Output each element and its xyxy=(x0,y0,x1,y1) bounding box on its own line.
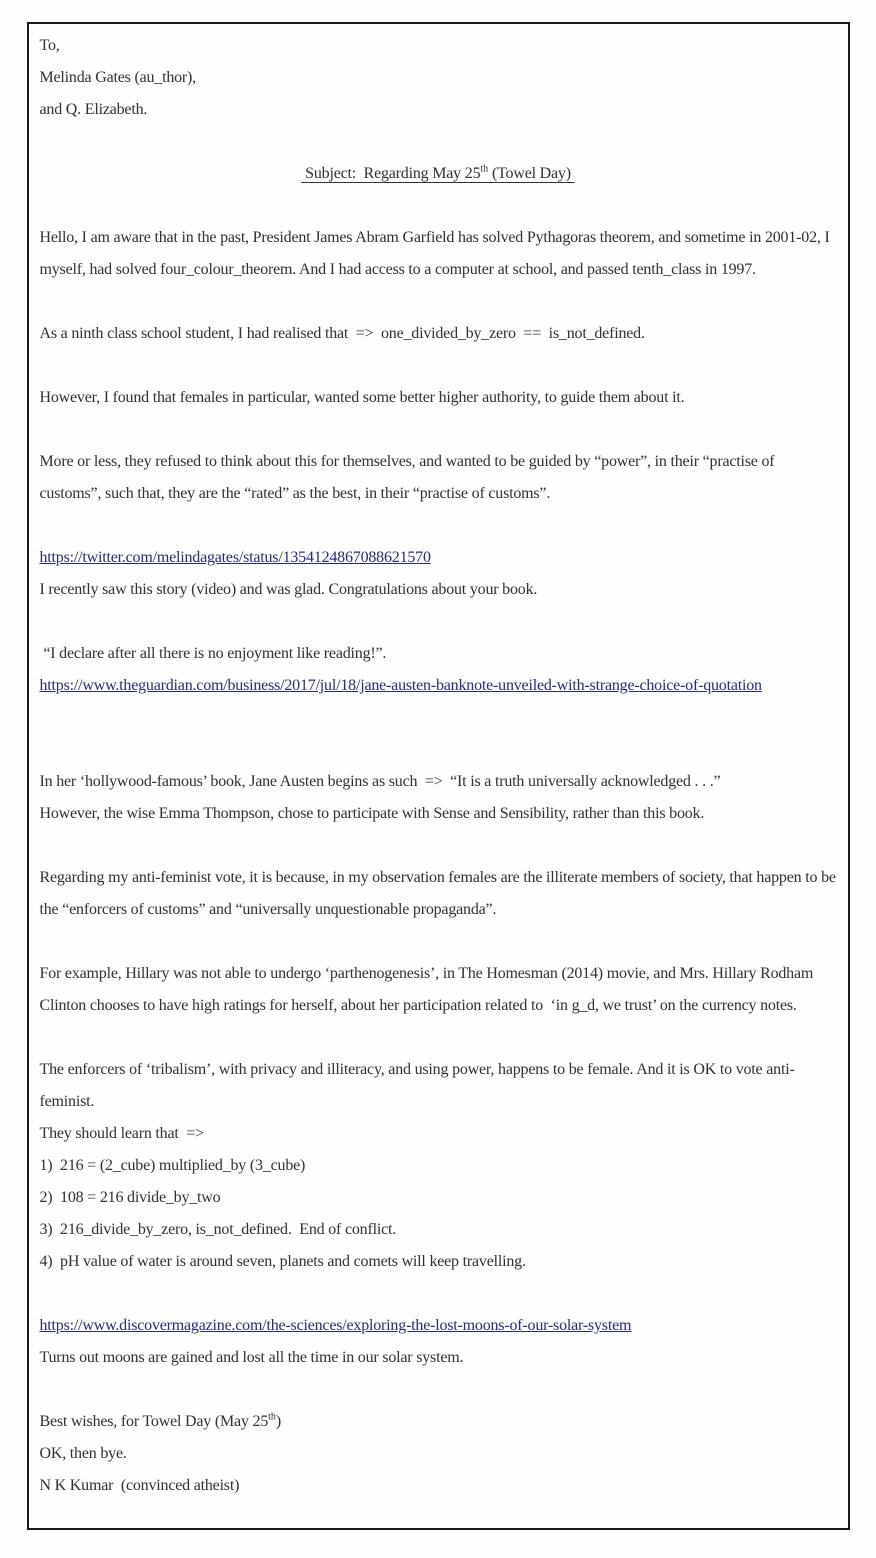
paragraph-they-should-learn: They should learn that => xyxy=(39,1125,204,1142)
letter-document xyxy=(27,22,850,1530)
paragraph-hollywood-famous: In her ‘hollywood-famous’ book, Jane Austen begins as such => “It is a truth universally acknowledged . . .” xyxy=(39,773,721,790)
paragraph-ninth-class: As a ninth class school student, I had realised that => one_divided_by_zero == is_not_defined. xyxy=(39,325,645,342)
subject-text-post: (Towel Day) xyxy=(488,165,575,182)
subject-text-pre: Subject: Regarding May 25 xyxy=(301,165,481,182)
best-wishes-post: ) xyxy=(275,1413,282,1430)
closing-bye: OK, then bye. xyxy=(39,1445,127,1462)
subject-superscript: th xyxy=(480,163,489,175)
paragraph-moons: Turns out moons are gained and lost all the time in our solar system. xyxy=(39,1349,464,1366)
paragraph-however-females: However, I found that females in particular, wanted some better higher authority, to guide them about it. xyxy=(39,389,685,406)
paragraph-more-or-less: More or less, they refused to think about this for themselves, and wanted to be guided by “power”, in their “practise of customs”, such that, they are the “rated” as the best, in their “practise of customs”. xyxy=(39,453,779,502)
list-item-2: 2) 108 = 216 divide_by_two xyxy=(39,1189,221,1206)
list-item-1: 1) 216 = (2_cube) multiplied_by (3_cube) xyxy=(39,1157,306,1174)
signature: N K Kumar (convinced atheist) xyxy=(39,1477,240,1494)
best-wishes-pre: Best wishes, for Towel Day (May 25 xyxy=(39,1413,269,1430)
paragraph-emma-thompson: However, the wise Emma Thompson, chose to participate with Sense and Sensibility, rather than this book. xyxy=(39,805,705,822)
list-item-3: 3) 216_divide_by_zero, is_not_defined. End of conflict. xyxy=(39,1221,397,1238)
paragraph-hillary-example: For example, Hillary was not able to undergo ‘parthenogenesis’, in The Homesman (2014) movie, and Mrs. Hillary Rodham Clinton chooses to have high ratings for herself, about her participation related to ‘in g_d, we trust’ on the currency notes. xyxy=(39,965,817,1014)
paragraph-intro: Hello, I am aware that in the past, President James Abram Garfield has solved Pythagoras theorem, and sometime in 2001-02, I myself, had solved four_colour_theorem. And I had access to a computer at school, and passed tenth_class in 1997. xyxy=(39,229,834,278)
paragraph-declare-quote: “I declare after all there is no enjoyment like reading!”. xyxy=(39,645,387,662)
guardian-link[interactable]: https://www.theguardian.com/business/2017/jul/18/jane-austen-banknote-unveiled-with-strange-choice-of-quotation xyxy=(39,677,762,694)
recipient-line-2: and Q. Elizabeth. xyxy=(39,101,148,118)
paragraph-anti-feminist-vote: Regarding my anti-feminist vote, it is because, in my observation females are the illiterate members of society, that happen to be the “enforcers of customs” and “universally unquestionable propaganda”. xyxy=(39,869,840,918)
twitter-link[interactable]: https://twitter.com/melindagates/status/1354124867088621570 xyxy=(39,549,431,566)
recipient-to: To, xyxy=(39,37,60,54)
discover-link[interactable]: https://www.discovermagazine.com/the-sciences/exploring-the-lost-moons-of-our-solar-system xyxy=(39,1317,632,1334)
paragraph-recently-saw: I recently saw this story (video) and was glad. Congratulations about your book. xyxy=(39,581,538,598)
guardian-link-line xyxy=(40,670,837,702)
recipient-line-1: Melinda Gates (au_thor), xyxy=(39,69,196,86)
subject-line xyxy=(40,158,837,190)
paragraph-tribalism: The enforcers of ‘tribalism’, with privacy and illiteracy, and using power, happens to be female. And it is OK to vote anti-feminist. xyxy=(39,1061,795,1110)
twitter-link-line xyxy=(40,542,837,574)
best-wishes-superscript: th xyxy=(268,1411,276,1423)
list-item-4: 4) pH value of water is around seven, planets and comets will keep travelling. xyxy=(39,1253,526,1270)
discover-link-line xyxy=(40,1310,837,1342)
subject-underline xyxy=(301,165,574,182)
closing-best-wishes xyxy=(40,1406,837,1438)
